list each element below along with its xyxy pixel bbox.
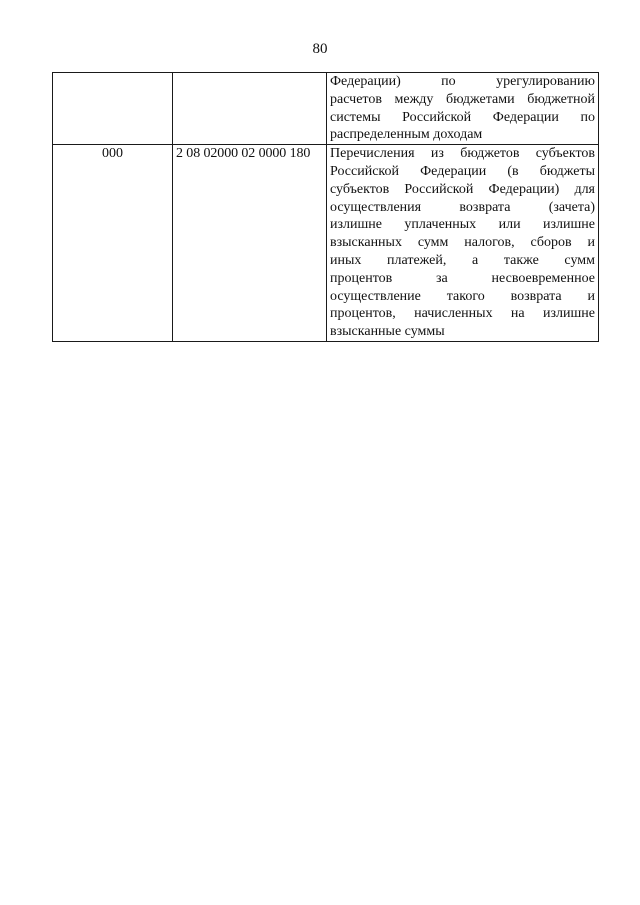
description-line: осуществления возврата (зачета)	[330, 199, 595, 215]
description-cell	[327, 73, 599, 145]
description-line: взысканных сумм налогов, сборов и	[330, 235, 595, 251]
table-row	[53, 145, 599, 342]
kbk-code-cell	[173, 73, 327, 145]
description-line: распределенным доходам	[330, 127, 483, 143]
kbk-code-cell: 2 08 02000 02 0000 180	[173, 145, 327, 342]
description-line: Российской Федерации (в бюджеты	[330, 163, 595, 179]
description-line: взысканные суммы	[330, 324, 445, 340]
description-line: Перечисления из бюджетов субъектов	[330, 146, 595, 162]
admin-code-cell: 000	[53, 145, 173, 342]
description-line: Федерации) по урегулированию	[330, 74, 595, 89]
revenue-codes-table	[52, 72, 599, 342]
table-row	[53, 73, 599, 145]
description-cell	[327, 145, 599, 342]
description-line: процентов за несвоевременное	[330, 270, 595, 286]
description-line: субъектов Российской Федерации) для	[330, 181, 595, 197]
description-line: процентов, начисленных на излишне	[330, 306, 595, 322]
description-line: расчетов между бюджетами бюджетной	[330, 91, 595, 107]
description-line: осуществление такого возврата и	[330, 288, 595, 304]
page-number: 80	[312, 41, 328, 57]
description-line: излишне уплаченных или излишне	[330, 217, 595, 233]
description-line: системы Российской Федерации по	[330, 109, 595, 125]
admin-code-cell	[53, 73, 173, 145]
description-line: иных платежей, а также сумм	[330, 252, 595, 268]
